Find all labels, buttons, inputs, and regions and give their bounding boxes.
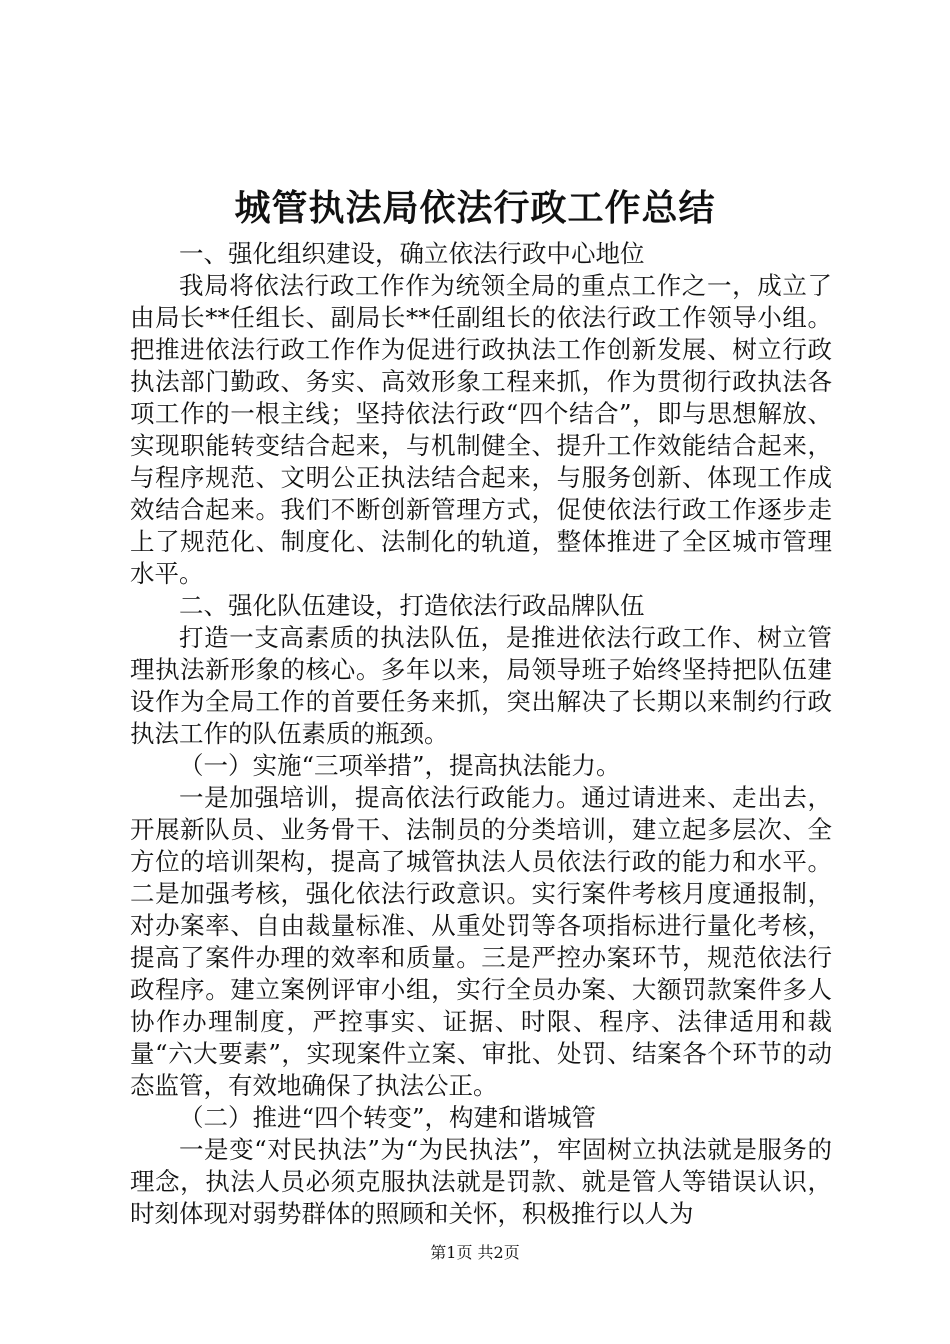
document-body [130,238,832,1230]
paragraph: 一是加强培训，提高依法行政能力。通过请进来、走出去，开展新队员、业务骨干、法制员的分类培训，建立起多层次、全方位的培训架构，提高了城管执法人员依法行政的能力和水平。二是加强考核，强化依法行政意识。实行案件考核月度通报制，对办案率、自由裁量标准、从重处罚等各项指标进行量化考核，提高了案件办理的效率和质量。三是严控办案环节，规范依法行政程序。建立案例评审小组，实行全员办案、大额罚款案件多人协作办理制度，严控事实、证据、时限、程序、法律适用和裁量“六大要素”，实现案件立案、审批、处罚、结案各个环节的动态监管，有效地确保了执法公正。 [130,783,832,1100]
document-title: 城管执法局依法行政工作总结 [234,187,716,229]
section-heading: 二、强化队伍建设，打造依法行政品牌队伍 [179,591,645,620]
subsection-heading: （一）实施“三项举措”，提高执法能力。 [179,751,621,780]
section-heading: 一、强化组织建设，确立依法行政中心地位 [179,239,645,268]
paragraph: 一是变“对民执法”为“为民执法”，牢固树立执法就是服务的理念，执法人员必须克服执法就是罚款、就是管人等错误认识，时刻体现对弱势群体的照顾和关怀，积极推行以人为 [130,1135,832,1228]
subsection-heading: （二）推进“四个转变”，构建和谐城管 [179,1103,597,1132]
paragraph: 打造一支高素质的执法队伍，是推进依法行政工作、树立管理执法新形象的核心。多年以来，局领导班子始终坚持把队伍建设作为全局工作的首要任务来抓，突出解决了长期以来制约行政执法工作的队伍素质的瓶颈。 [130,623,832,748]
page-footer: 第1页 共2页 [430,1243,520,1262]
paragraph: 我局将依法行政工作作为统领全局的重点工作之一，成立了由局长**任组长、副局长**任副组长的依法行政工作领导小组。把推进依法行政工作作为促进行政执法工作创新发展、树立行政执法部门勤政、务实、高效形象工程来抓，作为贯彻行政执法各项工作的一根主线；坚持依法行政“四个结合”，即与思想解放、实现职能转变结合起来，与机制健全、提升工作效能结合起来，与程序规范、文明公正执法结合起来，与服务创新、体现工作成效结合起来。我们不断创新管理方式，促使依法行政工作逐步走上了规范化、制度化、法制化的轨道，整体推进了全区城市管理水平。 [130,271,832,588]
